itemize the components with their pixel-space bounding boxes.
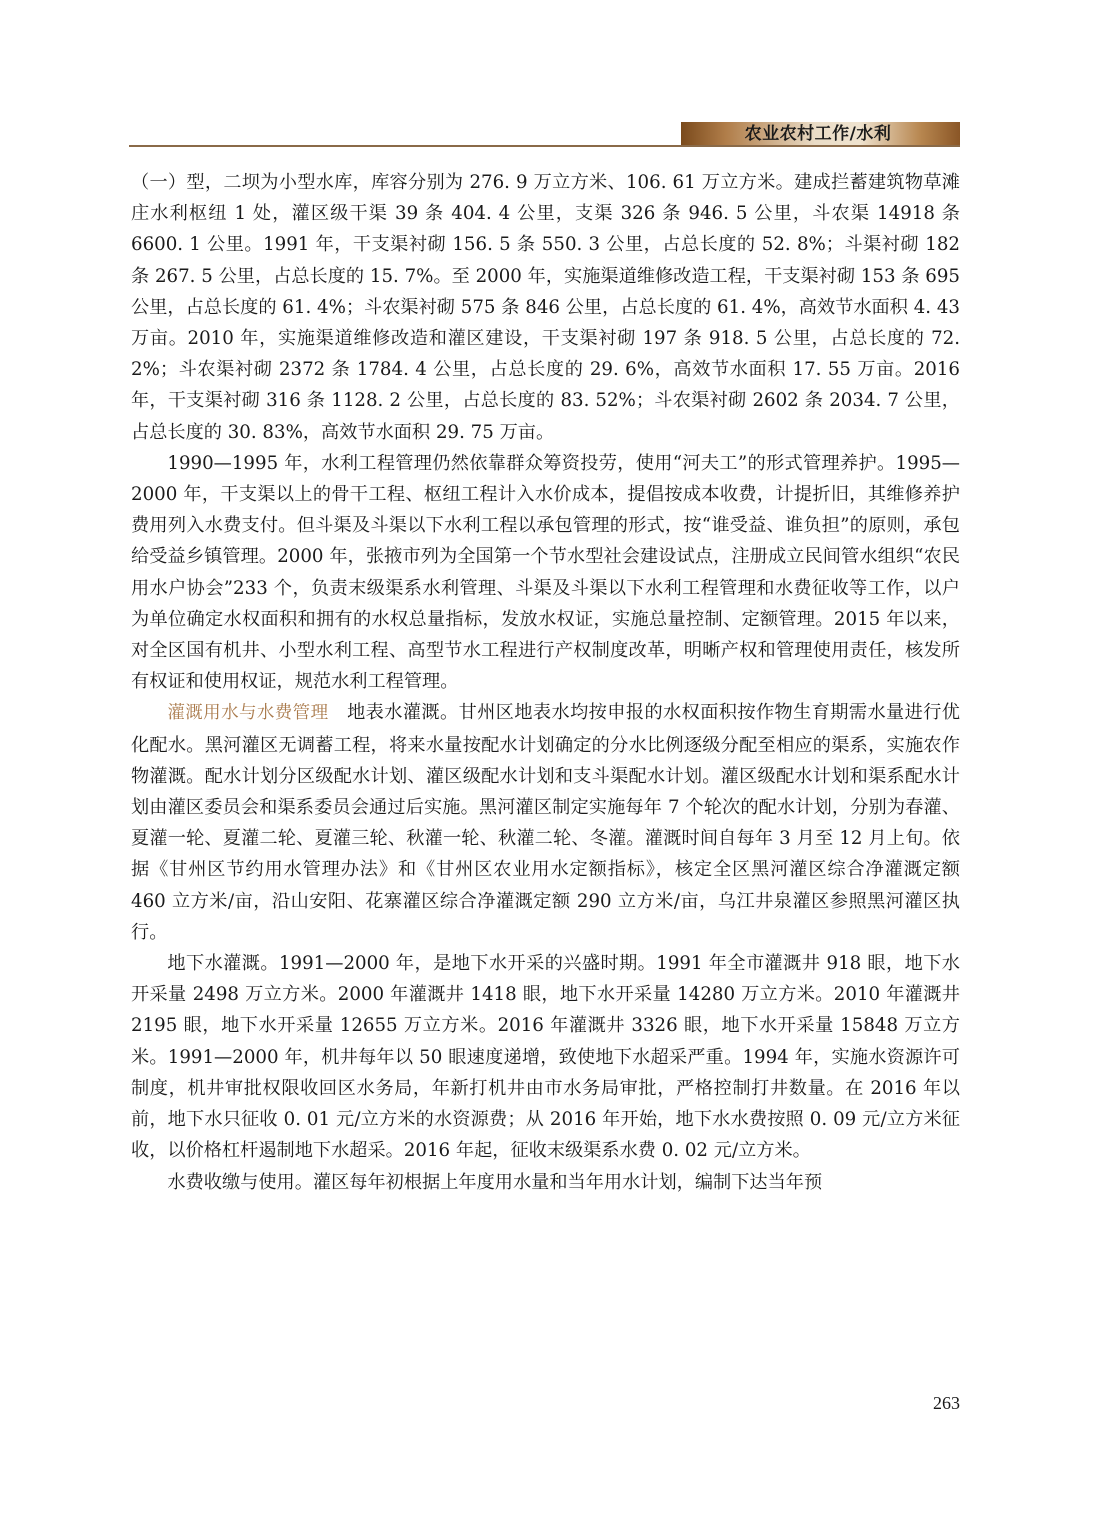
paragraph-irrigation-surface-text: 地表水灌溉。甘州区地表水均按申报的水权面积按作物生育期需水量进行优化配水。黑河灌区无调蓄工程，将来水量按配水计划确定的分水比例逐级分配至相应的渠系，实施农作物灌溉。配水计划分区级配水计划、灌区级配水计划和支斗渠配水计划。灌区级配水计划和渠系配水计划由灌区委员会和渠系委员会通过后实施。黑河灌区制定实施每年 7 个轮次的配水计划，分别为春灌、夏灌一轮、夏灌二轮、夏灌三轮、秋灌一轮、秋灌二轮、冬灌。灌溉时间自每年 3 月至 12 月上旬。依据《甘州区节约用水管理办法》和《甘州区农业用水定额指标》，核定全区黑河灌区综合净灌溉定额 460 立方米/亩，沿山安阳、花寨灌区综合净灌溉定额 290 立方米/亩，乌江井泉灌区参照黑河灌区执行。	[131, 702, 960, 943]
paragraph-irrigation-surface	[131, 697, 960, 948]
section-heading-irrigation: 灌溉用水与水费管理	[167, 703, 329, 724]
running-header-title: 农业农村工作/水利	[744, 124, 892, 144]
paragraph-groundwater: 地下水灌溉。1991—2000 年，是地下水开采的兴盛时期。1991 年全市灌溉井 918 眼，地下水开采量 2498 万立方米。2000 年灌溉井 1418 眼，地下水开采量 14280 万立方米。2010 年灌溉井 2195 眼，地下水开采量 12655 万立方米。2016 年灌溉井 3326 眼，地下水开采量 15848 万立方米。1991—2000 年，机井每年以 50 眼速度递增，致使地下水超采严重。1994 年，实施水资源许可制度，机井审批权限收回区水务局，年新打机井由市水务局审批，严格控制打井数量。在 2016 年以前，地下水只征收 0. 01 元/立方米的水资源费；从 2016 年开始，地下水水费按照 0. 09 元/立方米征收，以价格杠杆遏制地下水超采。2016 年起，征收末级渠系水费 0. 02 元/立方米。	[131, 953, 960, 1162]
paragraph-management: 1990—1995 年，水利工程管理仍然依靠群众筹资投劳，使用“河夫工”的形式管理养护。1995—2000 年，干支渠以上的骨干工程、枢纽工程计入水价成本，提倡按成本收费，计提折旧，其维修养护费用列入水费支付。但斗渠及斗渠以下水利工程以承包管理的形式，按“谁受益、谁负担”的原则，承包给受益乡镇管理。2000 年，张掖市列为全国第一个节水型社会建设试点，注册成立民间管水组织“农民用水户协会”233 个，负责末级渠系水利管理、斗渠及斗渠以下水利工程管理和水费征收等工作，以户为单位确定水权面积和拥有的水权总量指标，发放水权证，实施总量控制、定额管理。2015 年以来，对全区国有机井、小型水利工程、高型节水工程进行产权制度改革，明晰产权和管理使用责任，核发所有权证和使用权证，规范水利工程管理。	[131, 452, 960, 693]
header-rule	[129, 145, 960, 147]
page-body	[131, 167, 960, 1198]
paragraph-water-fee: 水费收缴与使用。灌区每年初根据上年度用水量和当年用水计划，编制下达当年预	[167, 1171, 823, 1193]
heading-gap	[328, 702, 347, 723]
page-number: 263	[933, 1393, 960, 1413]
paragraph-continuation: （一）型，二坝为小型水库，库容分别为 276. 9 万立方米、106. 61 万立方米。建成拦蓄建筑物草滩庄水利枢纽 1 处，灌区级干渠 39 条 404. 4 公里，支渠 326 条 946. 5 公里，斗农渠 14918 条 6600. 1 公里。1991 年，干支渠衬砌 156. 5 条 550. 3 公里，占总长度的 52. 8%；斗渠衬砌 182 条 267. 5 公里，占总长度的 15. 7%。至 2000 年，实施渠道维修改造工程，干支渠衬砌 153 条 695 公里，占总长度的 61. 4%；斗农渠衬砌 575 条 846 公里，占总长度的 61. 4%，高效节水面积 4. 43 万亩。2010 年，实施渠道维修改造和灌区建设，干支渠衬砌 197 条 918. 5 公里，占总长度的 72. 2%；斗农渠衬砌 2372 条 1784. 4 公里，占总长度的 29. 6%，高效节水面积 17. 55 万亩。2016 年，干支渠衬砌 316 条 1128. 2 公里，占总长度的 83. 52%；斗农渠衬砌 2602 条 2034. 7 公里，占总长度的 30. 83%，高效节水面积 29. 75 万亩。	[131, 172, 960, 443]
